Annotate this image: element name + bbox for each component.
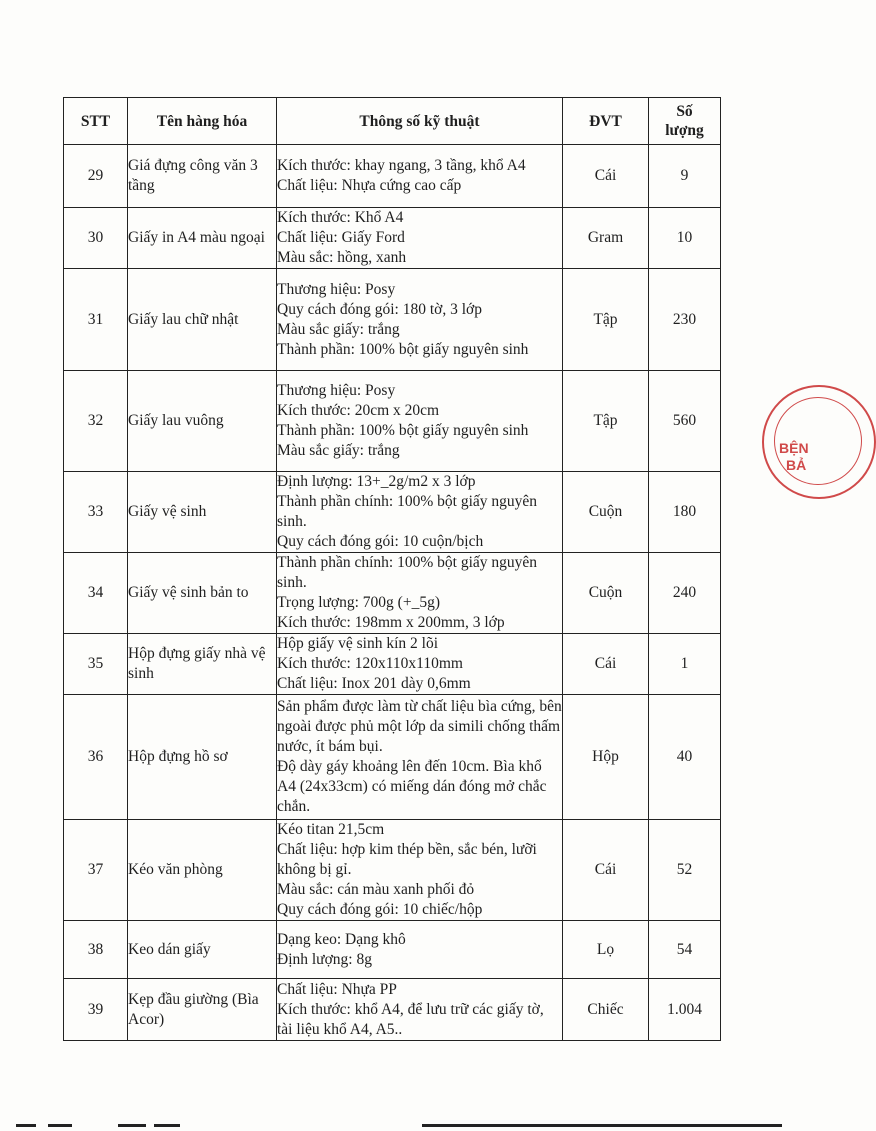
cell-name: Giấy lau chữ nhật: [128, 269, 277, 371]
spec-line: Quy cách đóng gói: 180 tờ, 3 lớp: [277, 300, 482, 318]
spec-line: Trọng lượng: 700g (+_5g): [277, 594, 440, 611]
spec-line: Màu sắc giấy: trắng: [277, 320, 400, 338]
header-qty: [649, 98, 721, 145]
spec-line: Chất liệu: Inox 201 dày 0,6mm: [277, 675, 471, 692]
spec-line: Độ dày gáy khoảng lên đến 10cm. Bìa khổ A4 (24x33cm) có miếng dán đóng mở chắc chắn.: [277, 758, 547, 815]
cell-qty: 1.004: [649, 979, 721, 1041]
scan-mark: [118, 1124, 146, 1127]
spec-line: Màu sắc: hồng, xanh: [277, 249, 407, 266]
table-row: [64, 921, 721, 979]
cell-unit: Cái: [563, 820, 649, 921]
cell-stt: 32: [64, 371, 128, 472]
cell-spec: [277, 820, 563, 921]
spec-line: Chất liệu: Nhựa cứng cao cấp: [277, 177, 462, 194]
spec-line: Chất liệu: Giấy Ford: [277, 229, 405, 246]
cell-unit: Cái: [563, 634, 649, 695]
cell-name: Keo dán giấy: [128, 921, 277, 979]
spec-line: Quy cách đóng gói: 10 chiếc/hộp: [277, 901, 483, 918]
cell-qty: 230: [649, 269, 721, 371]
cell-unit: Chiếc: [563, 979, 649, 1041]
spec-line: Thành phần: 100% bột giấy nguyên sinh: [277, 422, 529, 439]
cell-unit: Cái: [563, 145, 649, 208]
cell-spec: [277, 921, 563, 979]
cell-qty: 10: [649, 208, 721, 269]
cell-unit: Cuộn: [563, 472, 649, 553]
cell-unit: Gram: [563, 208, 649, 269]
spec-line: Kích thước: khổ A4, để lưu trữ các giấy tờ, tài liệu khổ A4, A5..: [277, 1000, 544, 1038]
cell-name: Hộp đựng giấy nhà vệ sinh: [128, 634, 277, 695]
cell-qty: 52: [649, 820, 721, 921]
spec-line: Kéo titan 21,5cm: [277, 821, 385, 838]
table-row: [64, 553, 721, 634]
spec-line: Thành phần: 100% bột giấy nguyên sinh: [277, 340, 529, 358]
spec-line: Thương hiệu: Posy: [277, 382, 396, 399]
scan-mark: [48, 1124, 72, 1127]
cell-unit: Hộp: [563, 695, 649, 820]
header-stt: STT: [64, 98, 128, 145]
cell-qty: 1: [649, 634, 721, 695]
table-row: [64, 208, 721, 269]
cell-stt: 30: [64, 208, 128, 269]
cell-spec: [277, 634, 563, 695]
spec-line: Thành phần chính: 100% bột giấy nguyên sinh.: [277, 493, 538, 530]
cell-stt: 37: [64, 820, 128, 921]
cell-name: Kéo văn phòng: [128, 820, 277, 921]
table-row: [64, 979, 721, 1041]
table-row: [64, 695, 721, 820]
header-qty-line2: lượng: [665, 122, 704, 139]
cell-stt: 33: [64, 472, 128, 553]
cell-spec: [277, 695, 563, 820]
cell-spec: [277, 979, 563, 1041]
cell-qty: 240: [649, 553, 721, 634]
cell-spec: [277, 145, 563, 208]
table-header-row: [64, 98, 721, 145]
spec-line: Kích thước: khay ngang, 3 tầng, khổ A4: [277, 157, 526, 174]
cell-qty: 9: [649, 145, 721, 208]
spec-line: Kích thước: 198mm x 200mm, 3 lớp: [277, 614, 505, 631]
cell-spec: [277, 553, 563, 634]
spec-line: Thành phần chính: 100% bột giấy nguyên sinh.: [277, 554, 538, 591]
stamp-text-2: BẢ: [786, 457, 807, 473]
spec-line: Quy cách đóng gói: 10 cuộn/bịch: [277, 533, 484, 550]
cell-unit: Lọ: [563, 921, 649, 979]
spec-line: Sản phẩm được làm từ chất liệu bìa cứng, bên ngoài được phủ một lớp da simili chống thấm nước, ít bám bụi.: [277, 698, 562, 755]
spec-line: Màu sắc: cán màu xanh phối đỏ: [277, 881, 475, 898]
header-spec: Thông số kỹ thuật: [277, 98, 563, 145]
cell-name: Kẹp đầu giường (Bìa Acor): [128, 979, 277, 1041]
cell-spec: [277, 371, 563, 472]
cell-name: Giấy lau vuông: [128, 371, 277, 472]
cell-stt: 38: [64, 921, 128, 979]
cell-stt: 31: [64, 269, 128, 371]
cell-name: Giấy vệ sinh bản to: [128, 553, 277, 634]
table-row: [64, 820, 721, 921]
spec-line: Hộp giấy vệ sinh kín 2 lõi: [277, 635, 439, 652]
cell-name: Giấy in A4 màu ngoại: [128, 208, 277, 269]
red-seal-stamp: [762, 385, 876, 499]
spec-table: [63, 97, 721, 1041]
cell-name: Hộp đựng hồ sơ: [128, 695, 277, 820]
cell-qty: 40: [649, 695, 721, 820]
scan-mark: [16, 1124, 36, 1127]
table-row: [64, 472, 721, 553]
cell-stt: 29: [64, 145, 128, 208]
scan-mark: [422, 1124, 782, 1127]
spec-line: Kích thước: 120x110x110mm: [277, 655, 463, 672]
cell-spec: [277, 472, 563, 553]
cell-qty: 560: [649, 371, 721, 472]
header-name: Tên hàng hóa: [128, 98, 277, 145]
table-row: [64, 634, 721, 695]
cell-qty: 54: [649, 921, 721, 979]
cell-name: Giấy vệ sinh: [128, 472, 277, 553]
cell-spec: [277, 269, 563, 371]
scan-mark: [154, 1124, 180, 1127]
spec-line: Kích thước: 20cm x 20cm: [277, 402, 440, 419]
cell-stt: 35: [64, 634, 128, 695]
cell-unit: Tập: [563, 371, 649, 472]
spec-line: Thương hiệu: Posy: [277, 280, 396, 298]
header-qty-line1: Số: [676, 103, 693, 120]
cell-stt: 36: [64, 695, 128, 820]
cell-unit: Cuộn: [563, 553, 649, 634]
cell-qty: 180: [649, 472, 721, 553]
cell-stt: 34: [64, 553, 128, 634]
spec-line: Định lượng: 13+_2g/m2 x 3 lớp: [277, 473, 476, 490]
spec-line: Chất liệu: hợp kim thép bền, sắc bén, lưỡi không bị gỉ.: [277, 841, 537, 878]
spec-line: Màu sắc giấy: trắng: [277, 442, 400, 459]
stamp-text-1: BỆN: [779, 440, 809, 456]
spec-line: Chất liệu: Nhựa PP: [277, 980, 397, 998]
table-row: [64, 371, 721, 472]
scan-edge-marks: [0, 1124, 800, 1131]
cell-spec: [277, 208, 563, 269]
cell-unit: Tập: [563, 269, 649, 371]
spec-line: Dạng keo: Dạng khô: [277, 930, 406, 948]
table-row: [64, 269, 721, 371]
table-row: [64, 145, 721, 208]
spec-line: Kích thước: Khổ A4: [277, 209, 404, 226]
cell-stt: 39: [64, 979, 128, 1041]
table-body: [64, 145, 721, 1041]
header-unit: ĐVT: [563, 98, 649, 145]
cell-name: Giá đựng công văn 3 tầng: [128, 145, 277, 208]
spec-line: Định lượng: 8g: [277, 950, 372, 968]
